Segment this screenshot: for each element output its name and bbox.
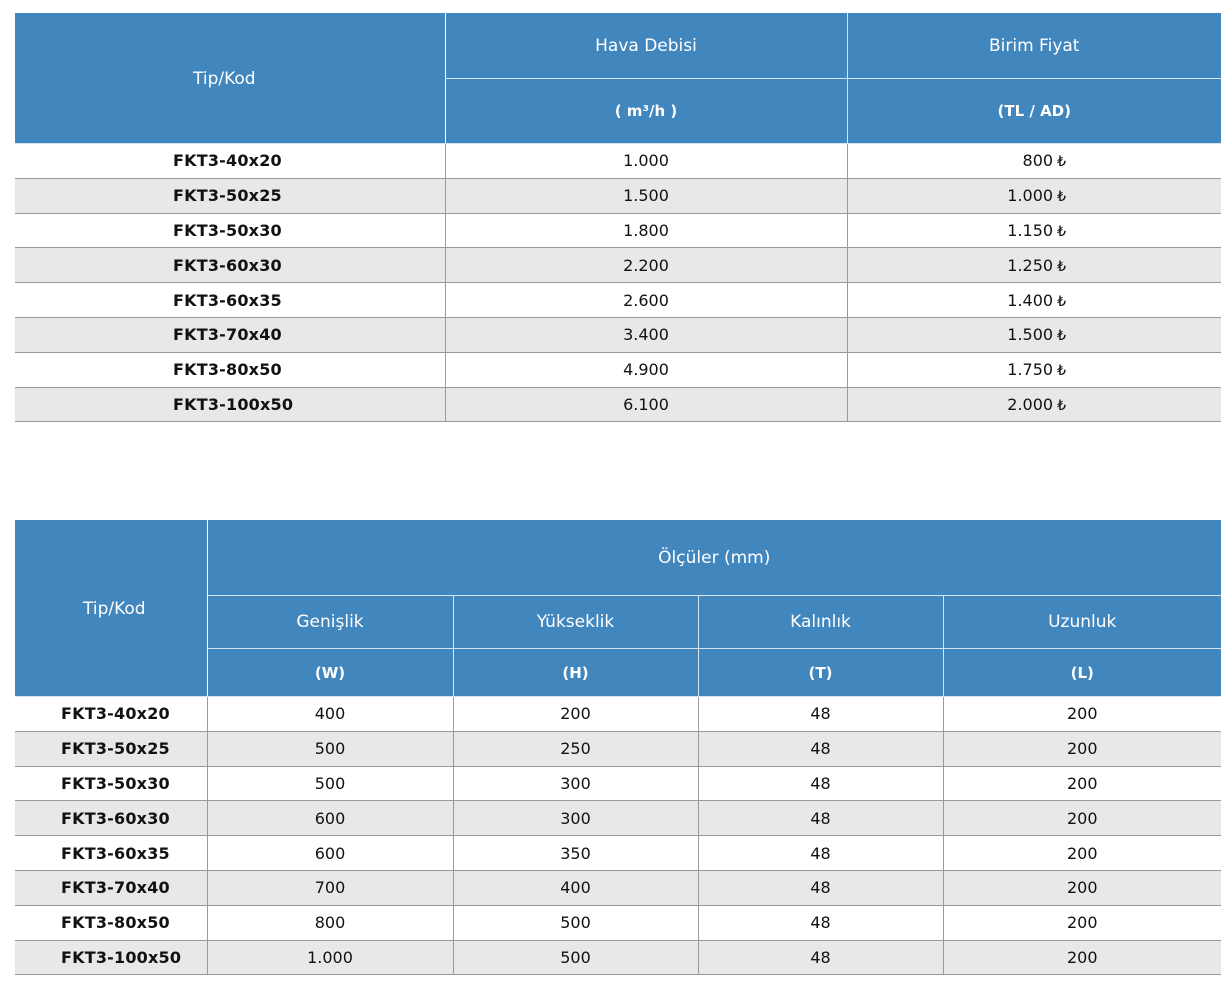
header-genislik-unit: (W) xyxy=(207,649,453,697)
cell-height: 500 xyxy=(453,905,698,940)
cell-thickness: 48 xyxy=(698,870,943,905)
lira-icon: ₺ xyxy=(1057,154,1066,171)
cell-width: 600 xyxy=(207,801,453,836)
cell-code: FKT3-80x50 xyxy=(15,905,207,940)
cell-airflow: 1.000 xyxy=(445,144,847,179)
table-row xyxy=(15,870,1221,905)
table-row xyxy=(15,213,1221,248)
price-value: 1.000 xyxy=(1007,186,1054,206)
table-row xyxy=(15,836,1221,871)
cell-length: 200 xyxy=(943,766,1221,801)
cell-price xyxy=(847,387,1221,422)
cell-code: FKT3-60x35 xyxy=(15,283,445,318)
table-row xyxy=(15,144,1221,179)
header-uzunluk: Uzunluk xyxy=(943,596,1221,649)
header-yukseklik: Yükseklik xyxy=(453,596,698,649)
header-hava-debisi: Hava Debisi xyxy=(445,14,847,79)
price-value: 1.150 xyxy=(1007,220,1054,240)
lira-icon: ₺ xyxy=(1057,328,1066,345)
cell-width: 500 xyxy=(207,766,453,801)
lira-icon: ₺ xyxy=(1057,189,1066,206)
header-hava-debisi-unit: ( m³/h ) xyxy=(445,79,847,144)
table-row xyxy=(15,766,1221,801)
cell-height: 250 xyxy=(453,731,698,766)
cell-height: 300 xyxy=(453,801,698,836)
table-row xyxy=(15,178,1221,213)
cell-thickness: 48 xyxy=(698,836,943,871)
table-row xyxy=(15,283,1221,318)
cell-price xyxy=(847,178,1221,213)
header-genislik: Genişlik xyxy=(207,596,453,649)
cell-width: 800 xyxy=(207,905,453,940)
cell-airflow: 1.500 xyxy=(445,178,847,213)
lira-icon: ₺ xyxy=(1057,223,1066,240)
price-value: 1.400 xyxy=(1007,290,1054,310)
cell-length: 200 xyxy=(943,940,1221,975)
cell-price xyxy=(847,213,1221,248)
cell-height: 300 xyxy=(453,766,698,801)
cell-width: 500 xyxy=(207,731,453,766)
cell-airflow: 1.800 xyxy=(445,213,847,248)
header-kalinlik: Kalınlık xyxy=(698,596,943,649)
cell-height: 500 xyxy=(453,940,698,975)
cell-code: FKT3-70x40 xyxy=(15,870,207,905)
header-tip-kod: Tip/Kod xyxy=(15,14,445,144)
table-row xyxy=(15,248,1221,283)
header-yukseklik-unit: (H) xyxy=(453,649,698,697)
header-kalinlik-unit: (T) xyxy=(698,649,943,697)
cell-thickness: 48 xyxy=(698,731,943,766)
cell-height: 200 xyxy=(453,697,698,732)
cell-airflow: 3.400 xyxy=(445,317,847,352)
cell-length: 200 xyxy=(943,870,1221,905)
cell-code: FKT3-80x50 xyxy=(15,352,445,387)
cell-height: 400 xyxy=(453,870,698,905)
lira-icon: ₺ xyxy=(1057,397,1066,414)
header-uzunluk-unit: (L) xyxy=(943,649,1221,697)
table-row xyxy=(15,940,1221,975)
cell-length: 200 xyxy=(943,731,1221,766)
cell-price xyxy=(847,248,1221,283)
cell-price xyxy=(847,352,1221,387)
price-table xyxy=(15,13,1221,422)
lira-icon: ₺ xyxy=(1057,293,1066,310)
cell-airflow: 4.900 xyxy=(445,352,847,387)
cell-width: 400 xyxy=(207,697,453,732)
cell-code: FKT3-60x30 xyxy=(15,801,207,836)
header-birim-fiyat-unit: (TL / AD) xyxy=(847,79,1221,144)
cell-code: FKT3-50x25 xyxy=(15,178,445,213)
table-row xyxy=(15,387,1221,422)
cell-price xyxy=(847,283,1221,318)
header-olculer: Ölçüler (mm) xyxy=(207,521,1221,596)
cell-code: FKT3-60x35 xyxy=(15,836,207,871)
cell-code: FKT3-40x20 xyxy=(15,144,445,179)
table-row xyxy=(15,697,1221,732)
cell-thickness: 48 xyxy=(698,940,943,975)
cell-thickness: 48 xyxy=(698,766,943,801)
price-value: 2.000 xyxy=(1007,394,1054,414)
cell-length: 200 xyxy=(943,836,1221,871)
lira-icon: ₺ xyxy=(1057,258,1066,275)
table-row xyxy=(15,352,1221,387)
cell-length: 200 xyxy=(943,697,1221,732)
cell-width: 600 xyxy=(207,836,453,871)
cell-width: 1.000 xyxy=(207,940,453,975)
cell-width: 700 xyxy=(207,870,453,905)
cell-code: FKT3-50x30 xyxy=(15,213,445,248)
table-row xyxy=(15,905,1221,940)
cell-code: FKT3-100x50 xyxy=(15,387,445,422)
cell-length: 200 xyxy=(943,801,1221,836)
cell-length: 200 xyxy=(943,905,1221,940)
cell-code: FKT3-40x20 xyxy=(15,697,207,732)
lira-icon: ₺ xyxy=(1057,363,1066,380)
cell-airflow: 6.100 xyxy=(445,387,847,422)
header-tip-kod: Tip/Kod xyxy=(15,521,207,697)
table-row xyxy=(15,317,1221,352)
cell-code: FKT3-50x30 xyxy=(15,766,207,801)
cell-airflow: 2.200 xyxy=(445,248,847,283)
cell-thickness: 48 xyxy=(698,905,943,940)
cell-code: FKT3-70x40 xyxy=(15,317,445,352)
table-row xyxy=(15,801,1221,836)
cell-height: 350 xyxy=(453,836,698,871)
cell-airflow: 2.600 xyxy=(445,283,847,318)
cell-price xyxy=(847,144,1221,179)
dimensions-table xyxy=(15,520,1221,975)
header-birim-fiyat: Birim Fiyat xyxy=(847,14,1221,79)
price-value: 1.250 xyxy=(1007,255,1054,275)
cell-price xyxy=(847,317,1221,352)
price-value: 1.750 xyxy=(1007,360,1054,380)
price-value: 1.500 xyxy=(1007,325,1054,345)
cell-thickness: 48 xyxy=(698,697,943,732)
cell-code: FKT3-100x50 xyxy=(15,940,207,975)
table-row xyxy=(15,731,1221,766)
cell-code: FKT3-60x30 xyxy=(15,248,445,283)
cell-thickness: 48 xyxy=(698,801,943,836)
price-value: 800 xyxy=(1022,151,1054,171)
cell-code: FKT3-50x25 xyxy=(15,731,207,766)
